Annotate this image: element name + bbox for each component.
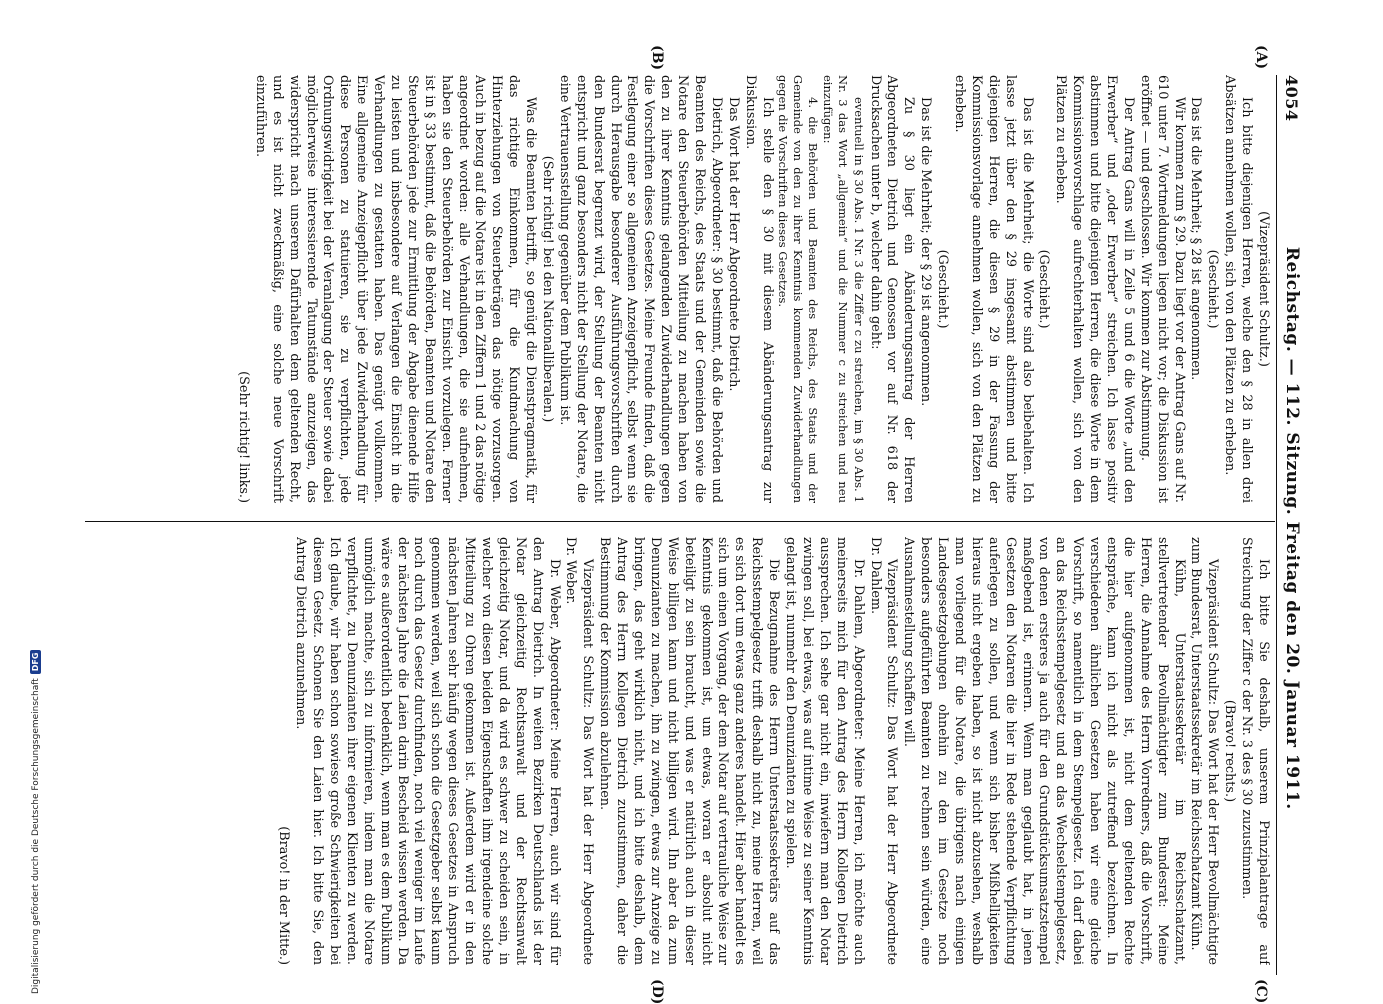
paragraph: (Geschieht.) [935,249,951,329]
paragraph: Ich bitte diejenigen Herren, welche den § 28 in allen drei Absätzen annehmen wollen, sich von den Plätzen zu erheben. [1222,75,1255,503]
digitization-text: Digitalisierung gefördert durch die Deutsche Forschungsgemeinschaft [30,678,41,994]
paragraph: (Geschieht.) [1036,249,1052,329]
paragraph: Die Bezugnahme des Herrn Unterstaatssekretärs auf das Reichsstempelgesetz trifft deshalb nicht zu, meine Herren, weil es sich dort um etwas ganz anderes handelt. Hier aber handelt es sich um einen Vorgang, der dem Notar auf vertrauliche Weise zur Kenntnis gekommen ist, um etwas, woran er absolut nicht beteiligt zu sein braucht, und was er natürlich auch in dieser Weise billigen kann und nicht billigen wird. Ihn aber da zum Denunzianten zu machen, ihn zu zwingen, etwas zur Anzeige zu bringen, das geht wirklich nicht, und ich bitte deshalb, dem Antrag des Herrn Kollegen Dietrich zuzustimmen, daher die Bestimmung der Kommission abzulehnen. [597,537,782,965]
left-column [91,75,1271,503]
paragraph: Das ist die Mehrheit; § 28 ist angenommen. [1188,97,1204,381]
paragraph: Ich stelle den § 30 mit diesem Abänderungsantrag zur Diskussion. [742,75,775,503]
paragraph: Das ist die Mehrheit; der § 29 ist angenommen. [918,97,934,407]
margin-marker-b: (B) [649,45,665,71]
paragraph: 4. die Behörden und Beamten des Reichs, des Staats und der Gemeinde von den zu ihrer Kenntnis kommenden Zuwiderhandlungen gegen die Vorschriften dieses Gesetzes. [775,75,821,503]
paragraph: (Sehr richtig! links.) [235,371,251,503]
margin-marker-d: (D) [649,979,665,1004]
paragraph: Vizepräsident Schultz: Das Wort hat der Herr Abgeordnete Dr. Dahlem. [867,537,900,965]
paragraph: (Bravo! rechts.) [1222,699,1238,803]
paragraph: Dr. Dahlem, Abgeordneter: Meine Herren, ich möchte auch meinerseits mich für den Antrag des Herrn Kollegen Dietrich aussprechen. Ich sehe gar nicht ein, inwiefern man den Notar zwingen soll, bei etwas, was auf intime Weise zu seiner Kenntnis gelangt ist, nunmehr den Denunzianten zu spielen. [783,537,866,965]
header-rule [1276,75,1277,975]
paragraph: Das Wort hat der Herr Abgeordnete Dietrich. [725,97,741,392]
paragraph: (Vizepräsident Schultz.) [1256,211,1271,367]
page-title: Reichstag. — 112. Sitzung. Freitag den 20. Januar 1911. [1282,246,1302,810]
page-header [1279,75,1305,975]
paragraph: Das ist die Mehrheit; die Worte sind also beibehalten. Ich lasse jetzt über den § 29 insgesamt abstimmen und bitte diejenigen Herren, die diesen § 29 in der Fassung der Kommissionsvorlage annehmen wollen, sich von den Plätzen zu erheben. [951,75,1035,503]
paragraph: (Geschieht.) [1205,249,1221,329]
paragraph: (Bravo! in der Mitte.) [276,826,292,965]
rotated-page [75,45,1305,1004]
paragraph: Dr. Weber, Abgeordneter: Meine Herren, auch wir sind für den Antrag Dietrich. In weiten Bezirken Deutschlands ist der Notar gleichzeitig Rechtsanwalt und der Rechtsanwalt gleichzeitig Notar, und da wird es schwer zu scheiden sein, in welcher von diesen beiden Eigenschaften ihm irgendeine solche Mitteilung zu Ohren gekommen ist. Außerdem wird er in den nächsten Jahren sehr häufig wegen dieses Gesetzes in Anspruch genommen werden, weil sich schon die Gesetzgeber selbst kaum noch durch das Gesetz durchfinden, noch viel weniger im Laufe der nächsten Jahre die Laien darin Bescheid wissen werden. Da wäre es außerordentlich bedenklich, wenn man es dem Publikum unmöglich machte, sich zu informieren, indem man die Notare verpflichtet, zu Denunzianten ihrer eigenen Klienten zu werden. Ich glaube, wir haben schon sowieso große Schwierigkeiten bei diesem Gesetz. Schonen Sie den Laien hier. Ich bitte Sie, den Antrag Dietrich anzunehmen. [293,537,562,965]
paragraph: Kühn, Unterstaatssekretär im Reichsschatzamt, stellvertretender Bevollmächtigter zum Bundesrat: Meine Herren, die Annahme des Herrn Vorredners, daß die Vorschrift, die hier aufgenommen ist, nicht dem geltenden Rechte entspräche, kann ich nicht als zutreffend bezeichnen. In verschiedenen ähnlichen Gesetzen haben wir eine gleiche Vorschrift, so namentlich in dem Stempelgesetz. Ich darf dabei an das Reichsstempelgesetz und an das Wechselstempelgesetz, von denen ersteres ja auch für den Grundstücksumsatzstempel maßgebend ist, erinnern. Wenn man geglaubt hat, in jenen Gesetzen den Notaren die hier in Rede stehende Verpflichtung auferlegen zu sollen, und wenn sich bisher Mißhelligkeiten hieraus nicht ergeben haben, so ist nicht abzusehen, weshalb man vorliegend für die Notare, die übrigens nach einigen Landesgesetzgebungen ohnehin zu den im Gesetze noch besonders aufgeführten Beamten zu rechnen sein würden, eine Ausnahmestellung schaffen will. [901,537,1187,965]
paragraph: Ich bitte Sie deshalb, unserem Prinzipalantrage auf Streichung der Ziffer c der Nr. 3 des § 30 zuzustimmen. [1239,537,1271,965]
paragraph: Vizepräsident Schultz: Das Wort hat der Herr Bevollmächtigte zum Bundesrat, Unterstaatssekretär im Reichsschatzamt Kühn. [1188,537,1221,965]
right-column [91,537,1271,965]
dfg-logo: DFG [30,650,41,675]
page-number: 4054 [1282,75,1302,122]
paragraph: Der Antrag Gans will in Zeile 5 und 6 die Worte „und den Erwerber“ und „oder Erwerber“ streichen. Ich lasse positiv abstimmen und bitte diejenigen Herren, die diese Worte in dem Kommissionsvorschlage aufrechterhalten wollen, sich von den Plätzen zu erheben. [1053,75,1136,503]
paragraph: Dietrich, Abgeordneter: § 30 bestimmt, daß die Behörden und Beamten des Reichs, des Staats und der Gemeinden sowie die Notare den Steuerbehörden Mitteilung zu machen haben von den zu ihrer Kenntnis gelangenden Zuwiderhandlungen gegen die Vorschriften dieses Gesetzes. Meine Freunde finden, daß die Festlegung einer so allgemeinen Anzeigepflicht, selbst wenn sie durch Herausgabe besonderer Ausführungsvorschriften durch den Bundesrat begrenzt wird, der Stellung der Beamten nicht entspricht und ganz besonders nicht der Stellung der Notare, die eine Vertrauensstellung gegenüber dem Publikum ist. [556,75,724,503]
digitization-note [30,650,41,994]
margin-marker-c: (C) [1253,979,1269,1004]
paragraph: Was die Beamten betrifft, so genügt die Dienstpragmatik, für das richtige Einkommen, für die Kundmachung von Hinterziehungen von Steuerbeträgen das nötige vorzusorgen. Auch in bezug auf die Notare ist in den Ziffern 1 und 2 das nötige angeordnet worden: alle Verhandlungen, die sie aufnehmen, haben sie den Steuerbehörden zur Einsicht vorzulegen. Ferner ist in § 33 bestimmt, daß die Behörden, Beamten und Notare den Steuerbehörden jede zur Ermittlung der Abgabe dienende Hilfe zu leisten und insbesondere auf Verlangen die Einsicht in die Verhandlungen zu gestatten haben. Das genügt vollkommen. Eine allgemeine Anzeigepflicht über jede Zuwiderhandlung für diese Personen zu statuieren, sie zu verpflichten, jede Ordnungswidrigkeit bei der Veranlagung der Steuer sowie dabei möglicherweise interessierende Tatumstände anzuzeigen, das widerspricht nach unserem Dafürhalten dem geltenden Recht, und es ist nicht zweckmäßig, eine solche neue Vorschrift einzuführen. [252,75,539,503]
margin-marker-a: (A) [1253,45,1269,70]
paragraph: (Sehr richtig! bei den Nationalliberalen.) [540,155,556,423]
paragraph: eventuell in § 30 Abs. 1 Nr. 3 die Ziffer c zu streichen, im § 30 Abs. 1 Nr. 3 das Wort „allgemein“ und die Nummer c zu streichen und neu einzufügen: [821,75,866,503]
paragraph: Vizepräsident Schultz: Das Wort hat der Herr Abgeordnete Dr. Weber. [563,537,596,965]
paragraph: Wir kommen zum § 29. Dazu liegt vor der Antrag Gans auf Nr. 610 unter 7. Wortmeldungen liegen nicht vor; die Diskussion ist eröffnet — und geschlossen. Wir kommen zur Abstimmung. [1137,75,1187,503]
column-divider [85,521,1275,522]
paragraph: Zu § 30 liegt ein Abänderungsantrag der Herren Abgeordneten Dietrich und Genossen vor auf Nr. 618 der Drucksachen unter b, welcher dahin geht: [867,75,917,503]
